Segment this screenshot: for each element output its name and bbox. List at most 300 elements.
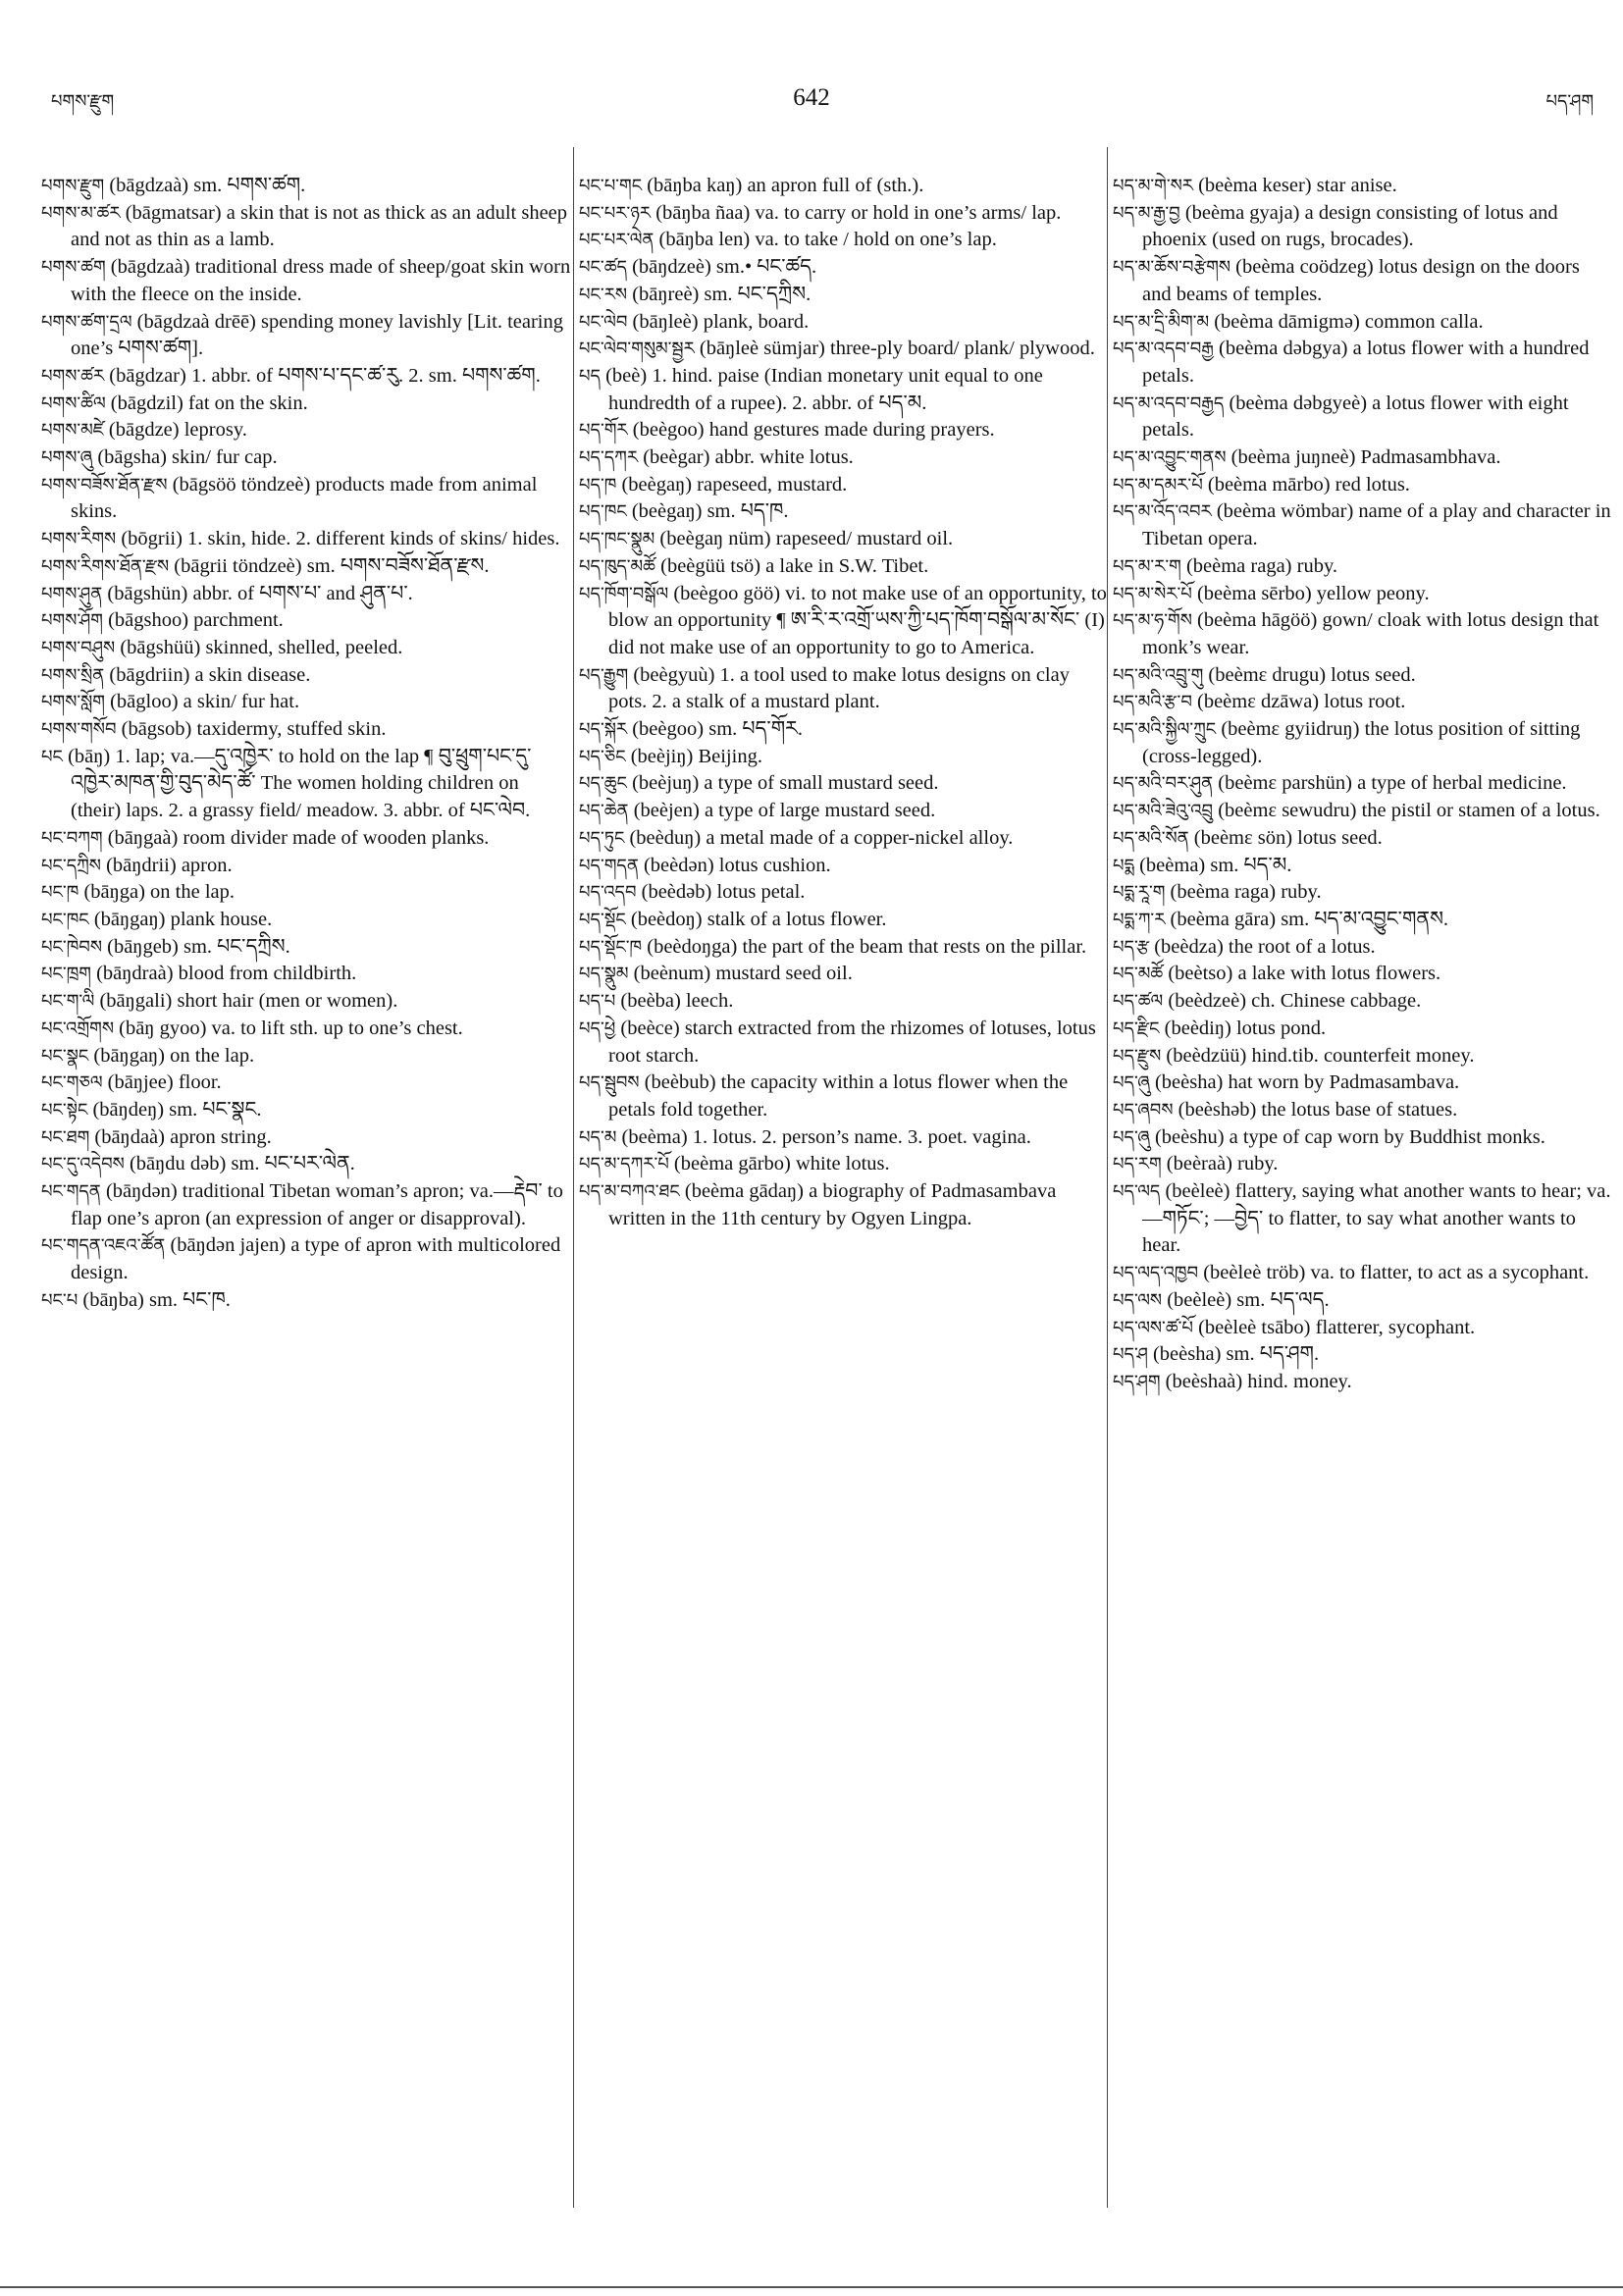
dictionary-entry (1113, 200, 1613, 254)
dictionary-entry (579, 961, 1109, 988)
entry-headword: པད་ཁོག་བསྒོལ (579, 583, 669, 604)
dictionary-entry (1113, 798, 1613, 825)
dictionary-entry (41, 417, 571, 444)
entry-headword: པང་ཚད (579, 257, 627, 279)
dictionary-entry (579, 825, 1109, 853)
entry-headword: པད་གདན (579, 855, 639, 876)
entry-headword: པད་སྦུབས (579, 1072, 640, 1094)
dictionary-entry (1113, 988, 1613, 1016)
entry-definition: (beèjuŋ) a type of small mustard seed. (626, 772, 939, 795)
entry-definition: (beèdiŋ) lotus pond. (1159, 1017, 1327, 1039)
entry-definition: (bāgmatsar) a skin that is not as thick as an adult sheep and not as thin as a lamb. (71, 201, 568, 251)
entry-definition: (bāŋgaŋ) plank house. (88, 908, 273, 930)
entry-headword: པང་རས (579, 284, 628, 305)
dictionary-entry (579, 526, 1109, 553)
dictionary-entry (579, 173, 1109, 200)
entry-headword: པད་མའི་བར་ཤུན (1113, 773, 1214, 795)
dictionary-entry (579, 1016, 1109, 1070)
entry-headword: པགས་སློག (41, 692, 105, 713)
entry-definition: (beègaŋ) sm. པད་ཁ. (626, 500, 789, 523)
entry-headword: པད་ཅིང (579, 746, 626, 767)
dictionary-entry (41, 879, 571, 907)
entry-definition: (beèma gyaja) a design consisting of lotus and phoenix (used on rugs, brocades). (1142, 201, 1558, 251)
dictionary-entry (579, 363, 1109, 417)
column-3 (1113, 173, 1613, 1396)
entry-definition: (beèma gādaŋ) a biography of Padmasambava written in the 11th century by Ogyen Lingpa. (608, 1180, 1057, 1229)
dictionary-entry (1113, 254, 1613, 308)
dictionary-entry (41, 200, 571, 254)
entry-definition: (beègyuù) 1. a tool used to make lotus designs on clay pots. 2. a stalk of a mustard plant. (608, 663, 1070, 713)
dictionary-entry (41, 1043, 571, 1070)
entry-definition: (beègar) abbr. white lotus. (638, 446, 854, 469)
running-head-left-text: པགས་རྫུག (51, 91, 115, 112)
dictionary-entry (41, 1070, 571, 1097)
entry-definition: (beèmɛ parshün) a type of herbal medicine. (1213, 772, 1567, 795)
entry-definition: (bāgdzil) fat on the skin. (105, 391, 308, 414)
column-1 (41, 173, 571, 1315)
entry-headword: པད་མ་འདབ་བརྒྱད (1113, 392, 1225, 414)
entry-headword: པད་རྫུས (1113, 1045, 1162, 1067)
dictionary-entry (41, 444, 571, 472)
dictionary-entry (579, 336, 1109, 363)
entry-definition: (bāgloo) a skin/ fur hat. (104, 691, 300, 713)
entry-definition: (beèleè) sm. པད་ལད. (1162, 1288, 1330, 1311)
entry-definition: (beèdzüü) hind.tib. counterfeit money. (1161, 1044, 1475, 1067)
entry-definition: (bāŋgaŋ) on the lap. (88, 1044, 255, 1067)
dictionary-entry (41, 1287, 571, 1315)
dictionary-entry (41, 662, 571, 690)
entry-headword: པང་གདན (41, 1181, 101, 1203)
entry-definition: (bāŋba ñaa) va. to carry or hold in one’s arms/ lap. (651, 201, 1062, 224)
dictionary-entry (1113, 1124, 1613, 1152)
entry-headword: པད་རྩ (1113, 936, 1150, 958)
entry-definition: (beèma raga) ruby. (1180, 554, 1337, 577)
entry-definition: (beèdəb) lotus petal. (636, 881, 806, 904)
dictionary-entry (41, 907, 571, 934)
dictionary-entry (41, 607, 571, 635)
entry-definition: (beèmɛ gyiidruŋ) the lotus position of sitting (cross-legged). (1142, 718, 1581, 767)
dictionary-entry (1113, 770, 1613, 798)
dictionary-entry (579, 798, 1109, 825)
entry-headword: པད་མ་འབྱུང་གནས (1113, 447, 1227, 469)
entry-headword: པང་པར་ཉར (579, 202, 652, 224)
dictionary-entry (579, 472, 1109, 499)
dictionary-entry (579, 988, 1109, 1016)
dictionary-entry (1113, 1341, 1613, 1369)
entry-definition: (bāŋba kaŋ) an apron full of (sth.). (642, 175, 924, 196)
dictionary-entry (1113, 1369, 1613, 1396)
dictionary-entry (1113, 607, 1613, 661)
dictionary-entry (1113, 336, 1613, 390)
entry-definition: (bāgsob) taxidermy, stuffed skin. (116, 718, 387, 741)
entry-headword: པགས་ཤོག (41, 610, 103, 632)
entry-headword: པགས་ཚར (41, 365, 105, 387)
entry-headword: པད་མ་ཆོས་བརྩེགས (1113, 257, 1231, 279)
entry-definition: (beègaŋ) rapeseed, mustard. (616, 473, 848, 496)
entry-definition: (beègaŋ nüm) rapeseed/ mustard oil. (654, 528, 954, 550)
entry-definition: (beèma raga) ruby. (1165, 881, 1322, 904)
entry-headword: པགས་རིགས (41, 529, 117, 550)
entry-headword: པད་མའི་རྩ་བ (1113, 692, 1192, 713)
entry-definition: (bāŋleè sümjar) three-ply board/ plank/ plywood. (694, 338, 1095, 360)
entry-headword: པད་ཞུ (1113, 1126, 1150, 1148)
entry-definition: (bāgdzaà drēē) spending money lavishly [Lit. tearing one’s པགས་ཚག]. (71, 310, 564, 360)
entry-definition: (bāgsöö töndzeè) products made from animal skins. (71, 473, 538, 523)
entry-definition: (beèdza) the root of a lotus. (1149, 935, 1376, 958)
entry-headword: པང་འགྲོགས (41, 1018, 114, 1039)
dictionary-entry (1113, 662, 1613, 690)
dictionary-entry (579, 853, 1109, 880)
entry-headword: པགས་ཚག (41, 257, 106, 279)
entry-definition: (beèmɛ sewudru) the pistil or stamen of a lotus. (1213, 800, 1600, 822)
entry-headword: པང་པར་ལེན (579, 230, 654, 251)
dictionary-entry (579, 716, 1109, 744)
entry-definition: (bāgrii töndzeè) sm. པགས་བཟོས་ཐོན་རྫས. (169, 554, 490, 577)
entry-headword: པད་མའི་སོན (1113, 827, 1189, 849)
entry-definition: (beèshəb) the lotus base of statues. (1173, 1098, 1458, 1121)
entry-headword: པང་སྟེང (41, 1099, 88, 1121)
entry-headword: པད་ལད (1113, 1181, 1161, 1203)
dictionary-entry (1113, 1260, 1613, 1287)
dictionary-entry (1113, 1315, 1613, 1342)
entry-headword: པགས་ཚིལ (41, 392, 106, 414)
entry-headword: པདྨ (1113, 855, 1134, 876)
entry-definition: (beèraà) ruby. (1161, 1153, 1279, 1175)
entry-headword: པད་པ (579, 991, 616, 1013)
dictionary-entry (579, 581, 1109, 662)
entry-headword: པད་ཏུང (579, 827, 625, 849)
entry-headword: པང་དཀྲིས (41, 855, 101, 876)
entry-headword: པད་ཁང (579, 501, 627, 523)
dictionary-entry (579, 200, 1109, 228)
running-head-right (1545, 82, 1594, 131)
entry-definition: (bāgdzar) 1. abbr. of པགས་པ་དང་ཚ་རུ. 2. sm. པགས་ཚག. (104, 364, 541, 387)
entry-headword: པང་དུ་འདེབས (41, 1154, 125, 1175)
dictionary-entry (579, 309, 1109, 337)
entry-definition: (bāgdzaà) sm. པགས་ཚག. (104, 175, 306, 196)
entry-definition: (bāgdzaà) traditional dress made of sheep/goat skin worn with the fleece on the inside. (71, 256, 571, 305)
dictionary-entry (1113, 1070, 1613, 1097)
entry-headword: པད་ཁང་སྣུམ (579, 529, 655, 550)
entry-definition: (beèce) starch extracted from the rhizomes of lotuses, lotus root starch. (608, 1017, 1096, 1067)
entry-definition: (bāŋjee) floor. (102, 1071, 222, 1094)
entry-headword: པད་མ་ར་ག (1113, 555, 1181, 577)
entry-definition: (beèmɛ drugu) lotus seed. (1203, 663, 1416, 686)
entry-headword: པད་ཤག (1113, 1371, 1161, 1392)
dictionary-entry (579, 1070, 1109, 1123)
entry-definition: (beèsha) sm. པད་ཤག. (1147, 1343, 1320, 1366)
entry-definition: (beèbub) the capacity within a lotus flower when the petals fold together. (608, 1071, 1069, 1121)
entry-definition: (beèleè tsābo) flatterer, sycophant. (1192, 1316, 1476, 1338)
dictionary-entry (1113, 498, 1613, 552)
entry-headword: པད་ལས་ཚ་པོ (1113, 1317, 1193, 1338)
entry-definition: (bāgdze) leprosy. (103, 419, 247, 442)
entry-definition: (bāgdriin) a skin disease. (104, 663, 311, 686)
dictionary-entry (579, 254, 1109, 282)
dictionary-entry (41, 553, 571, 581)
entry-definition: (beèjiŋ) Beijing. (625, 745, 762, 767)
dictionary-entry (41, 853, 571, 880)
entry-headword: པགས་ཞུ (41, 447, 93, 469)
entry-headword: པང་ཁྲག (41, 964, 91, 985)
entry-definition: (beèmɛ dzāwa) lotus root. (1191, 691, 1406, 713)
entry-definition: (beèma) sm. པད་མ. (1133, 854, 1292, 876)
dictionary-entry (41, 173, 571, 200)
entry-headword: པང (41, 746, 63, 767)
entry-definition: (bāgshün) abbr. of པགས་པ་ and ཤུན་པ་. (102, 582, 413, 604)
bottom-rule (0, 2286, 1623, 2288)
entry-definition: (beèma dāmigmə) common calla. (1209, 310, 1484, 333)
dictionary-entry (41, 1232, 571, 1286)
entry-definition: (bāŋdrii) apron. (100, 854, 233, 876)
entry-definition: (beèduŋ) a metal made of a copper-nickel alloy. (624, 826, 1014, 849)
entry-headword: པད་མ་དཀར་པོ (579, 1154, 669, 1175)
entry-headword: པད་མའི་འབྲུ་གུ (1113, 664, 1204, 686)
dictionary-entry (1113, 1151, 1613, 1178)
entry-definition: (bāŋdraà) blood from childbirth. (90, 963, 357, 985)
dictionary-entry (1113, 309, 1613, 337)
entry-headword: པད་ཞུ (1113, 1072, 1150, 1094)
entry-definition: (bāŋleè) plank, board. (627, 310, 810, 333)
entry-definition: (bāŋba len) va. to take / hold on one’s lap. (654, 229, 997, 251)
dictionary-entry (41, 988, 571, 1016)
entry-definition: (beèba) leech. (615, 990, 734, 1013)
entry-definition: (bāŋ) 1. lap; va.—དུ་འཁྱེར་ to hold on the lap ¶ བུ་ཕྲུག་པང་དུ་འཁྱེར་མཁན་གྱི་བུད་མེད་ཚོ་ The women holding children on (their) laps. 2. a grassy field/ meadow. 3. abbr. of པང་ལེབ. (62, 745, 532, 822)
entry-headword: པད་རྫིང (1113, 1018, 1160, 1039)
dictionary-entry (579, 553, 1109, 581)
dictionary-entry (579, 227, 1109, 254)
entry-headword: པད་མ་རྒྱ་བྱ (1113, 202, 1180, 224)
dictionary-entry (41, 1124, 571, 1152)
entry-definition: (beèshu) a type of cap worn by Buddhist monks. (1149, 1125, 1545, 1148)
dictionary-entry (1113, 1043, 1613, 1070)
dictionary-entry (579, 444, 1109, 472)
dictionary-entry (41, 934, 571, 962)
dictionary-entry (579, 907, 1109, 934)
dictionary-entry (1113, 1097, 1613, 1124)
dictionary-entry (1113, 934, 1613, 962)
dictionary-entry (1113, 825, 1613, 853)
entry-headword: པད་སྣུམ (579, 964, 629, 985)
page-number: 642 (793, 84, 830, 111)
dictionary-entry (41, 1016, 571, 1043)
entry-definition: (bāŋreè) sm. པང་དཀྲིས. (627, 283, 812, 305)
running-head-right-text: པད་ཤག (1545, 91, 1594, 112)
entry-headword: པད་མ་འོད་འབར (1113, 501, 1212, 523)
dictionary-entry (1113, 173, 1613, 200)
entry-definition: (bāŋdu dəb) sm. པང་པར་ལེན. (124, 1153, 355, 1175)
entry-definition: (beègoo) hand gestures made during prayers. (627, 419, 995, 442)
dictionary-entry (579, 417, 1109, 444)
entry-headword: པང་པ་གང (579, 176, 643, 196)
entry-definition: (beèma mārbo) red lotus. (1202, 473, 1410, 496)
entry-definition: (beè) 1. hind. paise (Indian monetary unit equal to one hundredth of a rupee). 2. abbr. of པད་མ. (600, 364, 1043, 414)
entry-definition: (beèma hāgöö) gown/ cloak with lotus design that monk’s wear. (1142, 609, 1599, 658)
entry-definition: (beèleè tröb) va. to flatter, to act as a sycophant. (1198, 1262, 1590, 1284)
entry-headword: པང་སྣང (41, 1045, 89, 1067)
dictionary-entry (41, 391, 571, 418)
entry-definition: (bāŋdən jajen) a type of apron with multicolored design. (71, 1234, 561, 1284)
entry-headword: པགས་རིགས་ཐོན་རྫས (41, 555, 170, 577)
dictionary-entry (1113, 444, 1613, 472)
dictionary-entry (579, 770, 1109, 798)
entry-definition: (beèma) 1. lotus. 2. person’s name. 3. poet. vagina. (616, 1125, 1031, 1148)
dictionary-entry (41, 363, 571, 391)
entry-headword: པད་ཁུད་མཚོ (579, 555, 655, 577)
entry-definition: (beèma dəbgyeè) a lotus flower with eight petals. (1142, 391, 1569, 442)
entry-definition: (bōgrii) 1. skin, hide. 2. different kinds of skins/ hides. (116, 528, 560, 550)
dictionary-entry (1113, 961, 1613, 988)
entry-headword: པད་ཞབས (1113, 1099, 1174, 1121)
entry-definition: (beètso) a lake with lotus flowers. (1163, 963, 1441, 985)
entry-headword: པགས་ཤུན (41, 583, 103, 604)
dictionary-entry (41, 1151, 571, 1178)
dictionary-entry (1113, 716, 1613, 770)
column-2 (579, 173, 1109, 1232)
column-divider (573, 147, 574, 2208)
entry-definition: (beènum) mustard seed oil. (628, 963, 853, 985)
dictionary-entry (579, 879, 1109, 907)
entry-definition: (bāŋga) on the lap. (79, 881, 236, 904)
entry-headword: པད་སྡོང (579, 909, 626, 930)
entry-definition: (bāŋgeb) sm. པང་དཀྲིས. (102, 935, 290, 958)
entry-headword: པང་པ (41, 1289, 79, 1311)
dictionary-entry (1113, 1016, 1613, 1043)
entry-headword: པང་ཁང (41, 909, 89, 930)
entry-headword: པད་གོར (579, 420, 628, 442)
entry-headword: པད་ལས (1113, 1289, 1163, 1311)
entry-headword: པད་སྐོར (579, 719, 628, 741)
entry-headword: པད་རྒྱུག (579, 664, 629, 686)
entry-headword: པདྨ་ཀ་ར (1113, 909, 1166, 930)
entry-definition: (bāŋgali) short hair (men or women). (94, 990, 398, 1013)
entry-headword: པང་གདན་འཇའ་ཚོན (41, 1235, 166, 1257)
entry-definition: (bāŋgaà) room divider made of wooden planks. (102, 826, 490, 849)
entry-headword: པད་མཚོ (1113, 964, 1164, 985)
entry-headword: པད་ཁ (579, 474, 617, 496)
dictionary-entry (1113, 853, 1613, 880)
entry-definition: (bāŋba) sm. པང་ཁ. (78, 1288, 231, 1311)
dictionary-entry (1113, 472, 1613, 499)
entry-headword: པད་མ་གེ་སར (1113, 176, 1193, 196)
dictionary-entry (579, 744, 1109, 771)
entry-headword: པང་ལེབ་གསུམ་སྦྱར (579, 339, 695, 360)
dictionary-entry (41, 472, 571, 526)
dictionary-entry (41, 744, 571, 825)
dictionary-entry (41, 1178, 571, 1232)
entry-headword: པད་འདབ (579, 882, 637, 904)
entry-definition: (beèdzeè) ch. Chinese cabbage. (1163, 990, 1422, 1013)
entry-headword: པང་ཁེབས (41, 936, 102, 958)
entry-definition: (bāŋdzeè) sm.• པང་ཚད. (626, 256, 817, 279)
entry-definition: (beègoo) sm. པད་གོར. (627, 718, 804, 741)
entry-definition: (beèma wömbar) name of a play and character in Tibetan opera. (1142, 500, 1611, 550)
entry-definition: (beèdən) lotus cushion. (638, 854, 831, 876)
dictionary-entry (41, 254, 571, 308)
dictionary-entry (579, 1151, 1109, 1178)
dictionary-entry (41, 526, 571, 553)
dictionary-entry (1113, 879, 1613, 907)
entry-headword: པད (579, 365, 601, 387)
entry-definition: (beèma dəbgya) a lotus flower with a hundred petals. (1142, 338, 1590, 387)
entry-headword: པགས་ཚག་དྲལ (41, 311, 132, 333)
entry-definition: (beèma gārbo) white lotus. (668, 1153, 890, 1175)
dictionary-entry (1113, 391, 1613, 444)
entry-definition: (beèma coödzeg) lotus design on the doors and beams of temples. (1142, 256, 1580, 305)
entry-headword: པད་མ་འདབ་བརྒྱ (1113, 339, 1214, 360)
entry-definition: (bāgsha) skin/ fur cap. (92, 446, 278, 469)
dictionary-entry (579, 282, 1109, 309)
dictionary-entry (41, 961, 571, 988)
entry-headword: པད་ལད་འཁྱབ (1113, 1263, 1199, 1284)
entry-headword: པད་མ་དྲི་མིག་མ (1113, 311, 1210, 333)
entry-definition: (beèsha) hat worn by Padmasambava. (1149, 1071, 1460, 1094)
dictionary-entry (579, 1178, 1109, 1232)
entry-headword: པད་ཆེན (579, 801, 629, 822)
entry-headword: པང་ལེབ (579, 311, 628, 333)
entry-definition: (bāŋdən) traditional Tibetan woman’s apron; va.—རྡེབ་ to flap one’s apron (an expression of anger or disapproval). (71, 1180, 563, 1229)
entry-headword: པགས་བཤུས (41, 637, 116, 658)
entry-definition: (beèmɛ sön) lotus seed. (1188, 826, 1383, 849)
dictionary-entry (579, 662, 1109, 716)
entry-definition: (beèma gāra) sm. པད་མ་འབྱུང་གནས. (1165, 908, 1449, 930)
dictionary-entry (1113, 689, 1613, 716)
entry-headword: པདྨ་རཱ་ག (1113, 882, 1166, 904)
dictionary-entry (41, 689, 571, 716)
entry-headword: པད་མ་བཀའ་ཐང (579, 1181, 680, 1203)
entry-headword: པད་མ་སེར་པོ (1113, 583, 1192, 604)
entry-definition: (beèdoŋ) stalk of a lotus flower. (625, 908, 887, 930)
entry-headword: པད་དཀར (579, 447, 639, 469)
entry-headword: པད་མ་ཧ་གོས (1113, 610, 1192, 632)
entry-headword: པད་སྡོང་ཁ (579, 936, 643, 958)
entry-headword: པད་ཆུང (579, 773, 627, 795)
entry-definition: (beèdoŋga) the part of the beam that rests on the pillar. (642, 935, 1087, 958)
entry-headword: པད་ཚལ (1113, 991, 1164, 1013)
entry-headword: པང་གཅལ (41, 1072, 103, 1094)
entry-headword: པགས་གསོབ (41, 719, 117, 741)
entry-headword: པང་ཁ (41, 882, 79, 904)
entry-definition: (beèshaà) hind. money. (1160, 1370, 1352, 1392)
entry-headword: པགས་མཛེ (41, 420, 104, 442)
entry-definition: (bāgshoo) parchment. (102, 609, 284, 632)
entry-definition: (bāgshüü) skinned, shelled, peeled. (115, 636, 403, 658)
entry-definition: (bāŋdaà) apron string. (89, 1125, 272, 1148)
entry-definition: (beèma juŋneè) Padmasambhava. (1226, 446, 1501, 469)
entry-headword: པད་ཤ (1113, 1344, 1148, 1366)
entry-definition: (beègüü tsö) a lake in S.W. Tibet. (655, 554, 929, 577)
entry-headword: པང་བཀག (41, 827, 103, 849)
entry-headword: པགས་རྫུག (41, 176, 105, 196)
dictionary-entry (1113, 1178, 1613, 1260)
dictionary-entry (1113, 1287, 1613, 1315)
entry-definition: (beèma sērbo) yellow peony. (1191, 582, 1430, 604)
dictionary-entry (41, 309, 571, 363)
dictionary-entry (579, 1124, 1109, 1152)
entry-headword: པང་ག་ལི (41, 991, 95, 1013)
entry-headword: པགས་སྲིན (41, 664, 105, 686)
dictionary-entry (579, 498, 1109, 526)
dictionary-entry (41, 825, 571, 853)
dictionary-entry (41, 1097, 571, 1124)
entry-definition: (beèjen) a type of large mustard seed. (628, 800, 936, 822)
dictionary-entry (41, 635, 571, 662)
entry-definition: (beègoo göö) vi. to not make use of an opportunity, to blow an opportunity ¶ ཨ་རི་ར་འགྲོ་ཡས་ཀྱི་པད་ཁོག་བསྒོལ་མ་སོང་ (I) did not make use of an opportunity to go to America. (608, 582, 1107, 658)
dictionary-entry (41, 581, 571, 608)
entry-definition: (bāŋ gyoo) va. to lift sth. up to one’s chest. (114, 1017, 463, 1039)
dictionary-entry (1113, 581, 1613, 608)
entry-definition: (beèma keser) star anise. (1192, 175, 1397, 196)
